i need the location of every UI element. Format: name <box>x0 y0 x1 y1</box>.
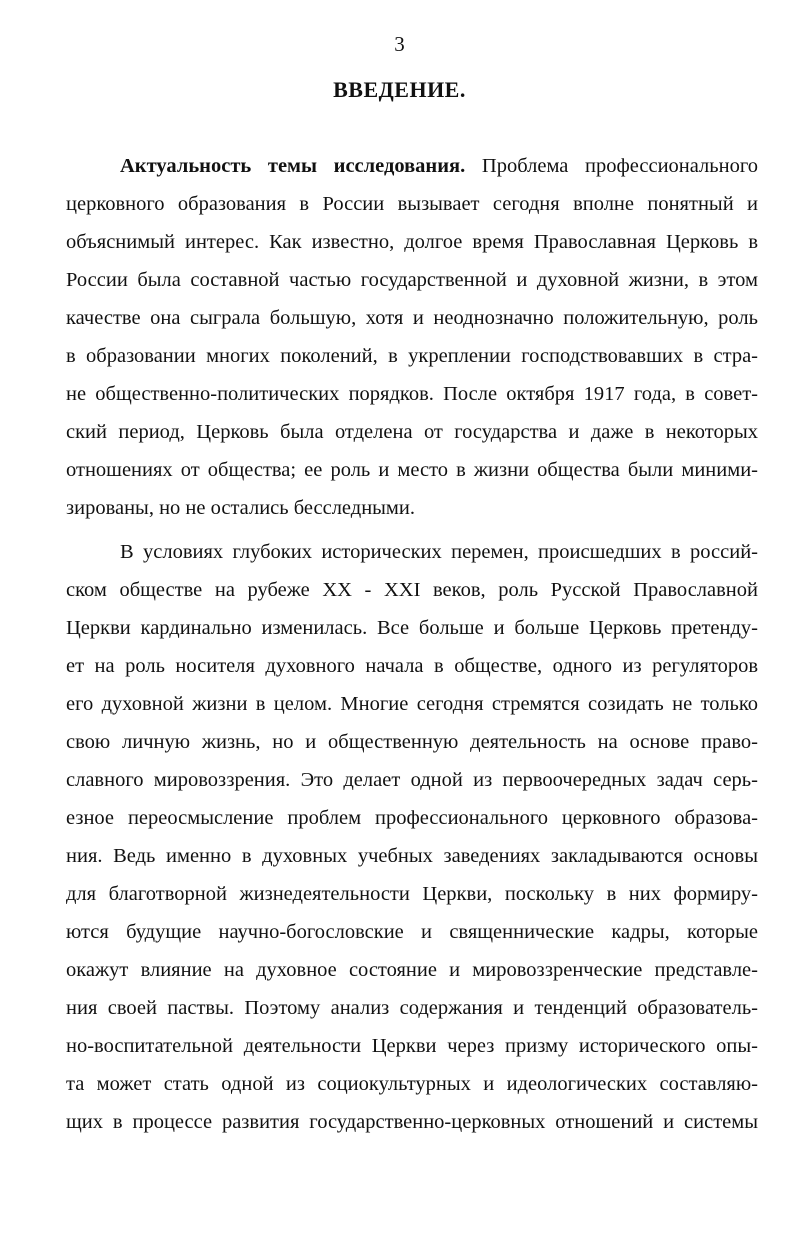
paragraph-1-line: в образовании многих поколений, в укреплении господствовавших в стра- <box>66 345 758 367</box>
paragraph-1-line: России была составной частью государственной и духовной жизни, в этом <box>66 269 758 291</box>
paragraph-2-line: В условиях глубоких исторических перемен, происшедших в россий- <box>120 541 758 563</box>
paragraph-1-line: отношениях от общества; ее роль и место в жизни общества были миними- <box>66 459 758 481</box>
page-number: 3 <box>394 32 405 56</box>
paragraph-1-line: церковного образования в России вызывает сегодня вполне понятный и <box>66 193 758 215</box>
paragraph-1-line-1 <box>66 147 758 185</box>
paragraph-1-line: объяснимый интерес. Как известно, долгое время Православная Церковь в <box>66 231 758 253</box>
body-text <box>66 147 758 1141</box>
paragraph-2-line: ет на роль носителя духовного начала в обществе, одного из регуляторов <box>66 655 758 677</box>
paragraph-2-line: окажут влияние на духовное состояние и мировоззренческие представле- <box>66 959 758 981</box>
paragraph-1-line: качестве она сыграла большую, хотя и неоднозначно положительную, роль <box>66 307 758 329</box>
paragraph-2-line: ния. Ведь именно в духовных учебных заведениях закладываются основы <box>66 845 758 867</box>
paragraph-2-line: та может стать одной из социокультурных и идеологических составляю- <box>66 1073 758 1095</box>
paragraph-1-line: не общественно-политических порядков. После октября 1917 года, в совет- <box>66 383 758 405</box>
paragraph-2-line: ния своей паствы. Поэтому анализ содержания и тенденций образователь- <box>66 997 758 1019</box>
paragraph-2-line: славного мировоззрения. Это делает одной из первоочередных задач серь- <box>66 769 758 791</box>
paragraph-2-line: свою личную жизнь, но и общественную деятельность на основе право- <box>66 731 758 753</box>
section-heading: ВВЕДЕНИЕ. <box>333 77 466 102</box>
paragraph-2-line: ются будущие научно-богословские и священнические кадры, которые <box>66 921 758 943</box>
paragraph-2-line: для благотворной жизнедеятельности Церкви, поскольку в них формиру- <box>66 883 758 905</box>
paragraph-2-line: ском обществе на рубеже XX - XXI веков, роль Русской Православной <box>66 579 758 601</box>
paragraph-2-line: щих в процессе развития государственно-церковных отношений и системы <box>66 1111 758 1133</box>
paragraph-1-line-1-rest: Проблема профессионального <box>465 155 759 177</box>
paragraph-2-line: его духовной жизни в целом. Многие сегодня стремятся созидать не только <box>66 693 758 715</box>
paragraph-1-line: ский период, Церковь была отделена от государства и даже в некоторых <box>66 421 758 443</box>
paragraph-2-line: но-воспитательной деятельности Церкви через призму исторического опы- <box>66 1035 758 1057</box>
paragraph-lead: Актуальность темы исследования. <box>120 155 466 177</box>
paragraph-2-line: Церкви кардинально изменилась. Все больше и больше Церковь претенду- <box>66 617 758 639</box>
paragraph-1-line: зированы, но не остались бесследными. <box>66 497 416 519</box>
paragraph-2-line: езное переосмысление проблем профессионального церковного образова- <box>66 807 758 829</box>
